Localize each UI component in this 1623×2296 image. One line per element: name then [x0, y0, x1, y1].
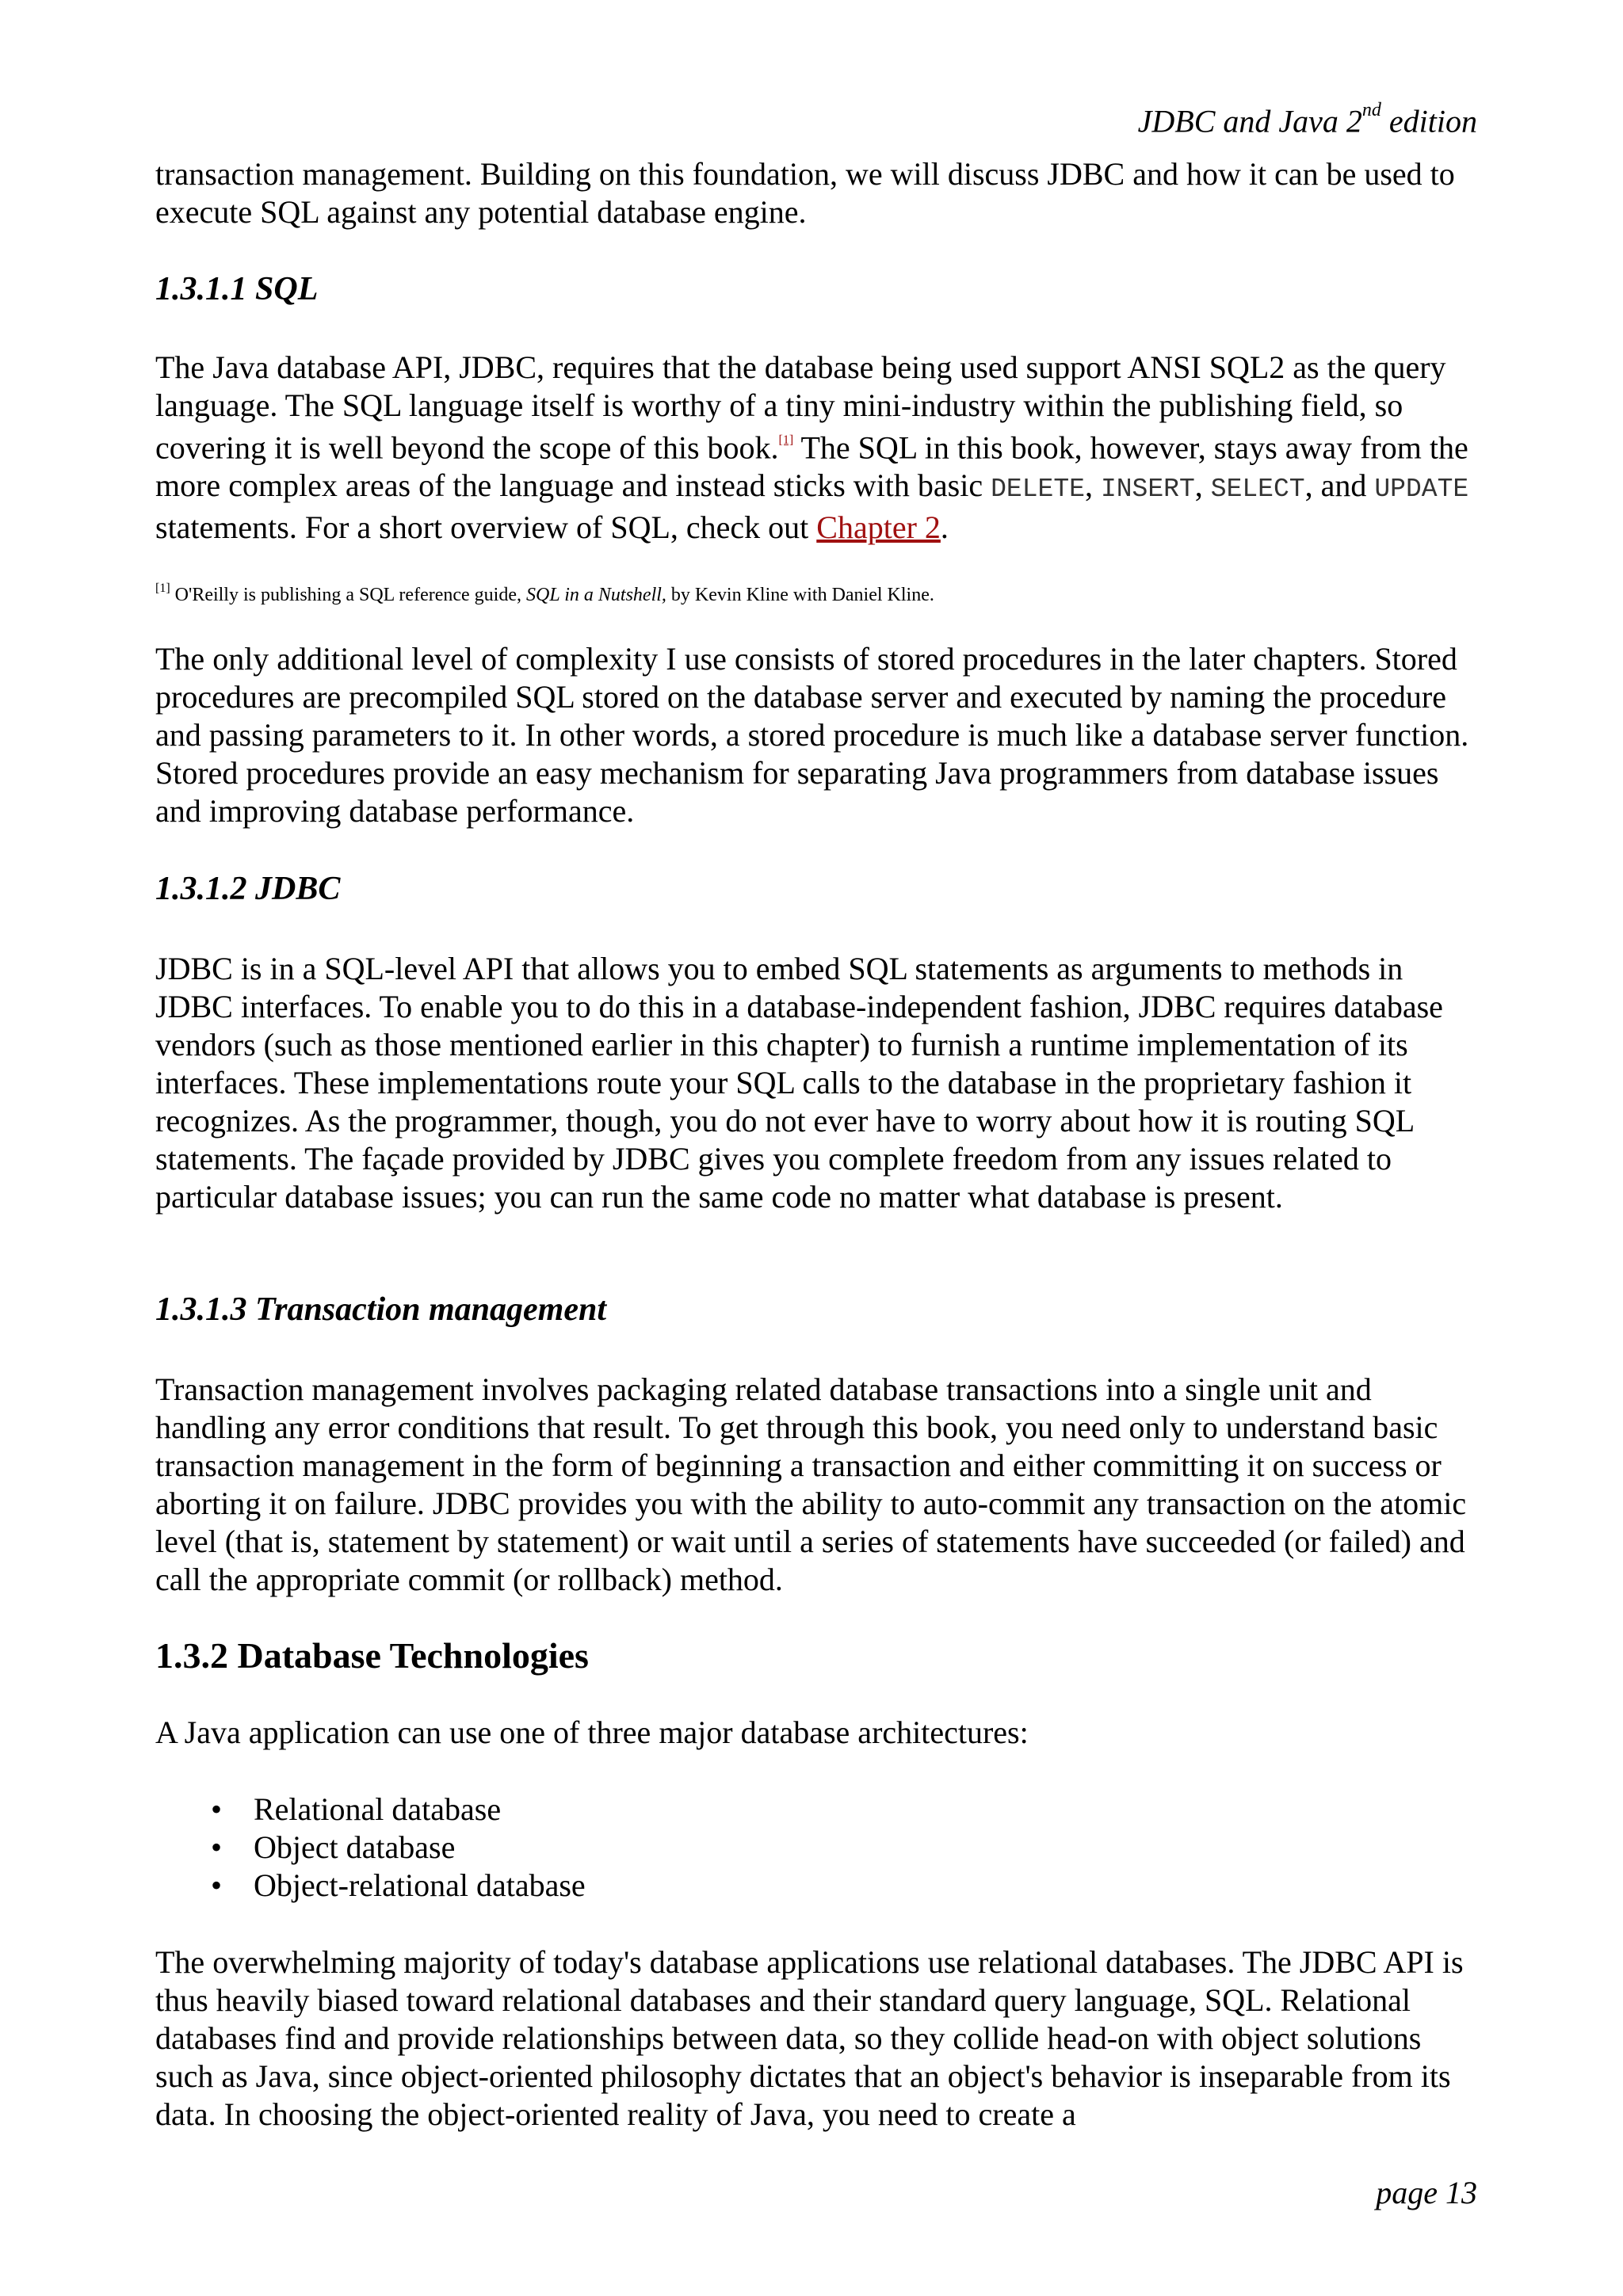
footnote-mark: [1]	[155, 582, 170, 595]
dbtech-intro	[155, 1714, 1487, 1752]
code-select: SELECT	[1210, 475, 1305, 505]
bullet-glyph: •	[211, 1829, 223, 1865]
sql-paragraph-2	[155, 640, 1487, 830]
footnote-text: O'Reilly is publishing a SQL reference guide,	[170, 585, 526, 605]
sql-paragraph-1-text	[155, 349, 1487, 547]
sql-text-end: .	[940, 509, 949, 546]
dbtech-intro-text: A Java application can use one of three major database architectures:	[155, 1714, 1029, 1750]
intro-paragraph	[155, 155, 1487, 231]
bullet-glyph: •	[211, 1791, 223, 1827]
sql-paragraph-2-text: The only additional level of complexity I use consists of stored procedures in the later chapters. Stored procedures are precompiled SQL stored on the database server and executed by naming the procedure and passing parameters to it. In other words, a stored procedure is much like a database server function. Stored procedures provide an easy mechanism for separating Java programmers from database issues and improving database performance.	[155, 641, 1469, 829]
list-item	[155, 1867, 1106, 1905]
jdbc-paragraph-text: JDBC is in a SQL-level API that allows you to embed SQL statements as arguments to methods in JDBC interfaces. To enable you to do this in a database-independent fashion, JDBC requires database vendors (such as those mentioned earlier in this chapter) to furnish a runtime implementation of its interfaces. These implementations route your SQL calls to the database in the proprietary fashion it recognizes. As the programmer, though, you do not ever have to worry about how it is routing SQL statements. The façade provided by JDBC gives you complete freedom from any issues related to particular database issues; you can run the same code no matter what database is present.	[155, 951, 1443, 1215]
sql-paragraph-1	[155, 349, 1487, 547]
sql-text-part3: statements. For a short overview of SQL, check out	[155, 509, 817, 546]
transaction-paragraph	[155, 1371, 1487, 1599]
footnote-book-title: SQL in a Nutshell,	[526, 585, 666, 605]
chapter-2-link[interactable]: Chapter 2	[816, 509, 941, 546]
sql-sep-3: , and	[1304, 467, 1375, 504]
page-number: page 13	[1376, 2175, 1477, 2210]
bullet-glyph: •	[211, 1867, 223, 1903]
header-title-suffix: edition	[1381, 103, 1477, 139]
dbtech-paragraph	[155, 1943, 1487, 2134]
code-delete: DELETE	[991, 475, 1085, 505]
footnote-tail: by Kevin Kline with Daniel Kline.	[666, 585, 934, 605]
intro-paragraph-text: transaction management. Building on this foundation, we will discuss JDBC and how it can be used to execute SQL against any potential database engine.	[155, 156, 1455, 230]
header-title-prefix: JDBC and Java 2	[1137, 103, 1362, 139]
heading-jdbc: 1.3.1.2 JDBC	[155, 871, 341, 907]
code-insert: INSERT	[1100, 475, 1195, 505]
list-item	[155, 1791, 1106, 1829]
list-item-label: Object database	[254, 1829, 456, 1865]
running-header	[1138, 93, 1477, 143]
code-update: UPDATE	[1374, 475, 1469, 505]
transaction-paragraph-text: Transaction management involves packaging related database transactions into a single unit and handling any error conditions that result. To get through this book, you need only to understand basic transaction management in the form of beginning a transaction and either committing it on success or aborting it on failure. JDBC provides you with the ability to auto-commit any transaction on the atomic level (that is, statement by statement) or wait until a series of statements have succeeded (or failed) and call the appropriate commit (or rollback) method.	[155, 1371, 1467, 1597]
sql-sep-2: ,	[1194, 467, 1211, 504]
dbtech-paragraph-text: The overwhelming majority of today's database applications use relational databases. The JDBC API is thus heavily biased toward relational databases and their standard query language, SQL. Relational databases find and provide relationships between data, so they collide head-on with object solutions such as Java, since object-oriented philosophy dictates that an object's behavior is inseparable from its data. In choosing the object-oriented reality of Java, you need to create a	[155, 1944, 1464, 2132]
sql-text-part1: The Java database API, JDBC, requires that the database being used support ANSI SQL2 as the query language. The SQL language itself is worthy of a tiny mini-industry within the publishing field, so covering it is well beyond the scope of this book.	[155, 349, 1446, 466]
footnote-ref-1[interactable]: [1]	[778, 433, 794, 447]
header-title-superscript: nd	[1361, 100, 1381, 120]
list-item	[155, 1829, 1106, 1867]
heading-database-technologies: 1.3.2 Database Technologies	[155, 1635, 589, 1676]
architecture-list	[155, 1791, 1106, 1905]
heading-sql: 1.3.1.1 SQL	[155, 271, 319, 307]
list-item-label: Relational database	[254, 1791, 502, 1827]
sql-text-part2: The SQL in this book, however, stays away from the more complex areas of the language and instead sticks with basic	[155, 429, 1468, 504]
heading-transaction-management: 1.3.1.3 Transaction management	[155, 1291, 606, 1328]
jdbc-paragraph	[155, 950, 1487, 1216]
list-item-label: Object-relational database	[254, 1867, 586, 1903]
footnote-1	[155, 578, 934, 608]
sql-sep-1: ,	[1084, 467, 1101, 504]
